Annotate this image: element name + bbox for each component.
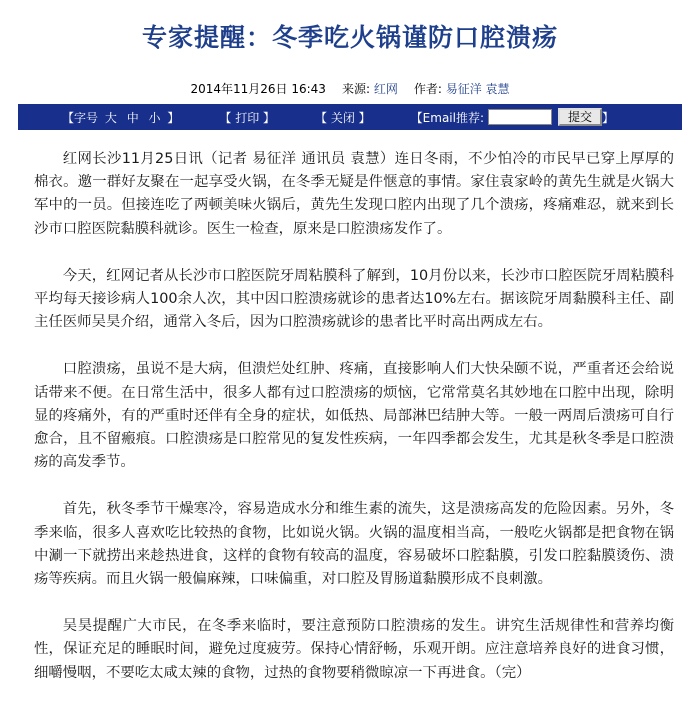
article-toolbar	[18, 104, 682, 130]
article-paragraph: 红网长沙11月25日讯（记者 易征洋 通讯员 袁慧）连日冬雨，不少怕冷的市民早已穿上厚厚的棉衣。邀一群好友聚在一起享受火锅，在冬季无疑是件惬意的事情。家住袁家岭的黄先生就是火锅大军中的一员。但接连吃了两顿美味火锅后，黄先生发现口腔内出现了几个溃疡，疼痛难忍，就来到长沙市口腔医院黏膜科就诊。医生一检查，原来是口腔溃疡发作了。	[34, 151, 674, 237]
article-paragraph: 口腔溃疡，虽说不是大病，但溃烂处红肿、疼痛，直接影响人们大快朵颐不说，严重者还会给说话带来不便。在日常生活中，很多人都有过口腔溃疡的烦恼，它常常莫名其妙地在口腔中出现，除明显的疼痛外，有的严重时还伴有全身的症状，如低热、局部淋巴结肿大等。一般一两周后溃疡可自行愈合，且不留瘢痕。口腔溃疡是口腔常见的复发性疾病，一年四季都会发生，尤其是秋冬季是口腔溃疡的高发季节。	[34, 361, 674, 471]
email-bracket: 】	[602, 110, 615, 125]
font-size-large-button[interactable]: 大	[104, 110, 117, 125]
font-size-label: 【字号	[62, 110, 99, 125]
article-meta	[0, 80, 700, 97]
author-label: 作者:	[413, 82, 442, 96]
source-label: 来源:	[341, 82, 370, 96]
author-link[interactable]: 易征洋 袁慧	[445, 82, 510, 96]
email-input[interactable]	[488, 109, 552, 125]
article-paragraph: 今天，红网记者从长沙市口腔医院牙周粘膜科了解到，10月份以来，长沙市口腔医院牙周粘膜科平均每天接诊病人100余人次，其中因口腔溃疡就诊的患者达10%左右。据该院牙周黏膜科主任、副主任医师吴昊介绍，通常入冬后，因为口腔溃疡就诊的患者比平时高出两成左右。	[34, 267, 674, 331]
page-title: 专家提醒：冬季吃火锅谨防口腔溃疡	[141, 23, 558, 52]
font-size-small-button[interactable]: 小	[148, 110, 161, 125]
source-link[interactable]: 红网	[373, 82, 398, 96]
print-button[interactable]: 【 打印 】	[219, 110, 276, 125]
font-size-bracket: 】	[167, 110, 180, 125]
article-body	[34, 148, 674, 709]
font-size-medium-button[interactable]: 中	[126, 110, 139, 125]
font-size-control	[62, 109, 179, 126]
article-paragraph: 首先，秋冬季节干燥寒冷，容易造成水分和维生素的流失，这是溃疡高发的危险因素。另外，冬季来临，很多人喜欢吃比较热的食物，比如说火锅。火锅的温度相当高，一般吃火锅都是把食物在锅中涮一下就捞出来趁热进食，这样的食物有较高的温度，容易破坏口腔黏膜，引发口腔黏膜烫伤、溃疡等疾病。而且火锅一般偏麻辣，口味偏重，对口腔及胃肠道黏膜形成不良刺激。	[34, 501, 674, 588]
email-recommend-label: 【Email推荐:	[410, 110, 485, 125]
article-paragraph: 吴昊提醒广大市民，在冬季来临时，要注意预防口腔溃疡的发生。讲究生活规律性和营养均衡性，保证充足的睡眠时间，避免过度疲劳。保持心情舒畅，乐观开朗。应注意培养良好的进食习惯，细嚼慢咽，不要吃太咸太辣的食物，过热的食物要稍微晾凉一下再进食。（完）	[34, 618, 674, 681]
close-button[interactable]: 【 关闭 】	[315, 110, 371, 125]
submit-button[interactable]: 提交	[558, 108, 602, 126]
publish-date: 2014年11月26日 16:43	[190, 82, 326, 96]
